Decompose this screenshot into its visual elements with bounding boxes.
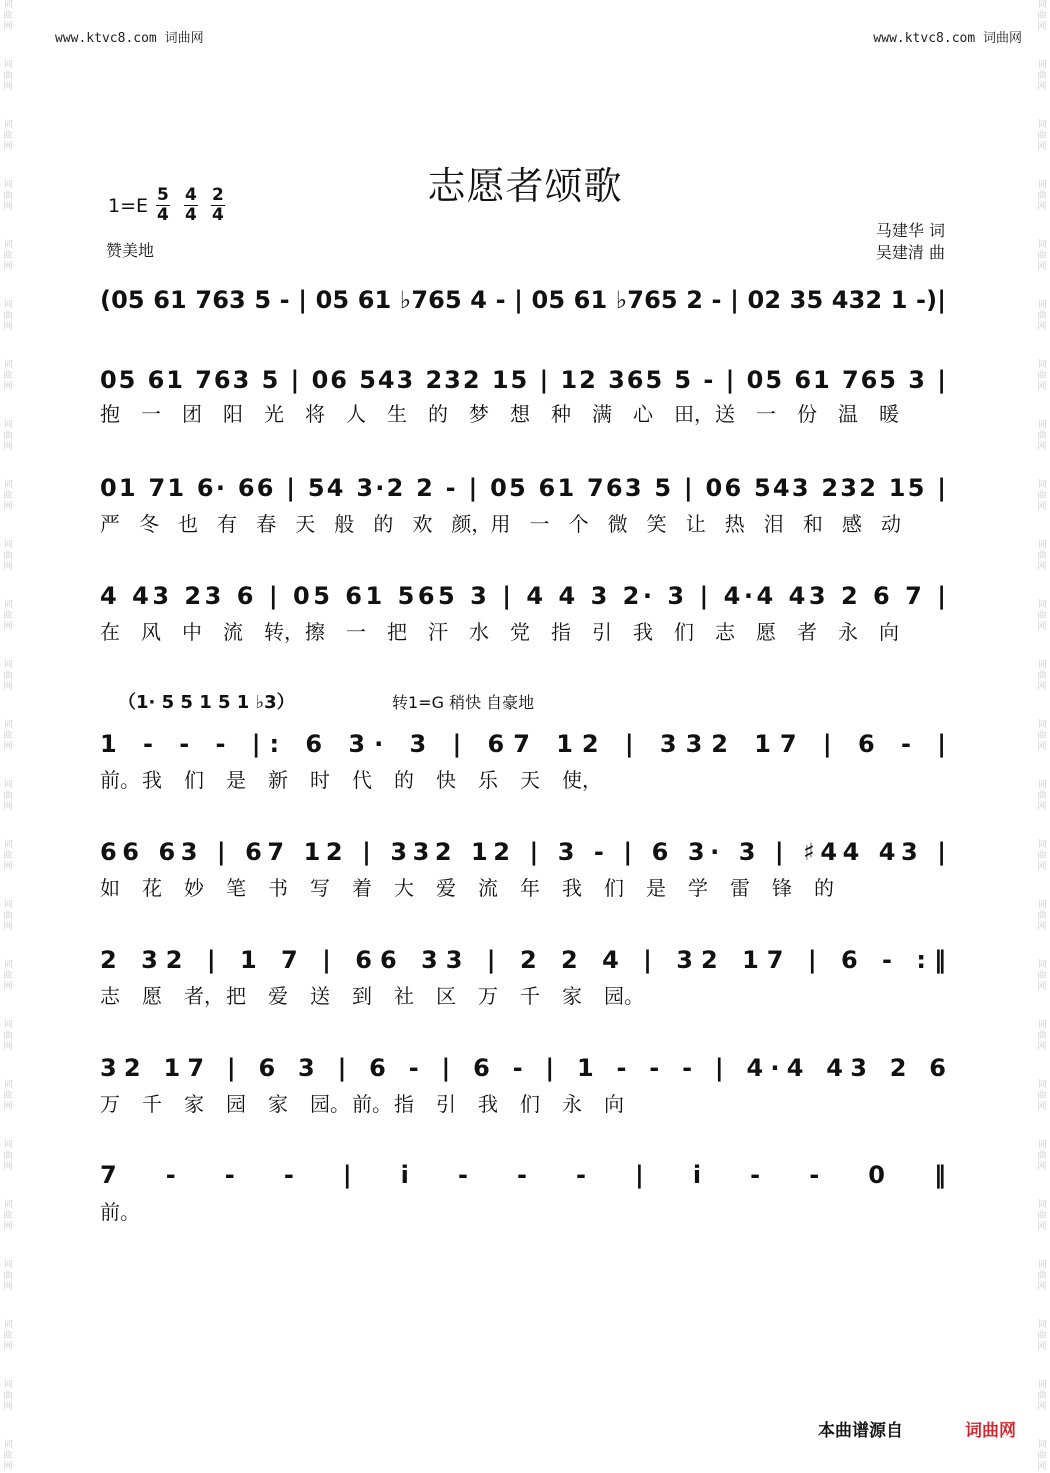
lyric-syllable: 指 bbox=[551, 620, 571, 644]
lyric-syllable: 引 bbox=[592, 620, 612, 644]
lyric-syllable: 心 bbox=[633, 402, 653, 426]
lyric-syllable: 生 bbox=[387, 402, 407, 426]
lyric-syllable: 志 bbox=[100, 984, 120, 1008]
lyric-syllable: 泪 bbox=[763, 512, 784, 536]
lyric-syllable: 梦 bbox=[469, 402, 489, 426]
watermark-text: 词 曲 网 bbox=[3, 480, 13, 512]
lyric-syllable: 乐 bbox=[478, 768, 498, 792]
lyric-syllable: 我 bbox=[633, 620, 653, 644]
header-url-right[interactable]: www.ktvc8.com 词曲网 bbox=[873, 31, 1022, 46]
watermark-text: 词 曲 网 bbox=[3, 660, 13, 692]
lyric-line bbox=[100, 872, 950, 898]
lyric-syllable: 千 bbox=[520, 984, 540, 1008]
page-title: 志愿者颂歌 bbox=[427, 164, 623, 209]
watermark-text: 词 曲 网 bbox=[1037, 1080, 1047, 1112]
music-line bbox=[100, 282, 950, 326]
lyric-line bbox=[100, 616, 950, 642]
time-signature-2: 4 4 bbox=[185, 185, 197, 225]
lyric-syllable: 者 bbox=[797, 620, 817, 644]
lyric-syllable: 份 bbox=[797, 402, 817, 426]
watermark-text: 词 曲 网 bbox=[1037, 780, 1047, 812]
lyric-syllable: 满 bbox=[592, 402, 612, 426]
time-signature-3: 2 4 bbox=[212, 185, 224, 225]
numbered-notation: 32 17 | 6 3 | 6 - | 6 - | 1 - - - | 4·4 43 2 6 bbox=[100, 1054, 946, 1082]
lyric-syllable: 把 bbox=[387, 620, 407, 644]
watermark-text: 词 曲 网 bbox=[3, 600, 13, 632]
lyric-syllable: 动 bbox=[880, 512, 901, 536]
lyric-syllable: 千 bbox=[142, 1092, 162, 1116]
lyric-line bbox=[100, 980, 950, 1006]
lyric-syllable: 年 bbox=[520, 876, 540, 900]
lyric-syllable: 人 bbox=[346, 402, 366, 426]
watermark-text: 词 曲 网 bbox=[3, 420, 13, 452]
watermark-text: 词 曲 网 bbox=[1037, 1380, 1047, 1412]
lyric-syllable: 在 bbox=[100, 620, 120, 644]
lyric-syllable: 和 bbox=[802, 512, 823, 536]
lyric-syllable: 个 bbox=[568, 512, 589, 536]
lyric-syllable: 妙 bbox=[184, 876, 204, 900]
lyric-syllable: 阳 bbox=[223, 402, 243, 426]
tempo-marking: 赞美地 bbox=[106, 241, 155, 260]
lyric-syllable: 般 bbox=[334, 512, 355, 536]
lyric-syllable: 把 bbox=[226, 984, 246, 1008]
lyric-syllable: 水 bbox=[469, 620, 489, 644]
lyric-syllable: 爱 bbox=[436, 876, 456, 900]
lyric-syllable: 的 bbox=[373, 512, 394, 536]
music-line bbox=[100, 1157, 950, 1201]
watermark-text: 词 曲 网 bbox=[1037, 1200, 1047, 1232]
composer-credit: 吴建清 曲 bbox=[875, 243, 945, 262]
watermark-text: 词 曲 网 bbox=[1037, 1140, 1047, 1172]
lyric-syllable: 到 bbox=[352, 984, 372, 1008]
watermark-text: 词 曲 网 bbox=[1037, 1440, 1047, 1472]
lyric-syllable: 光 bbox=[264, 402, 284, 426]
lyric-syllable: 一 bbox=[346, 620, 366, 644]
lyric-syllable: 锋 bbox=[772, 876, 792, 900]
watermark-text: 词 曲 网 bbox=[1037, 660, 1047, 692]
watermark-text: 词 曲 网 bbox=[3, 120, 13, 152]
lyric-syllable: 一 bbox=[756, 402, 776, 426]
lyric-syllable: 园。 bbox=[604, 984, 644, 1008]
lyric-syllable: 一 bbox=[529, 512, 550, 536]
lyric-syllable: 我 bbox=[142, 768, 162, 792]
lyric-syllable: 们 bbox=[604, 876, 624, 900]
lyric-syllable: 愿 bbox=[756, 620, 776, 644]
lyric-syllable: 们 bbox=[520, 1092, 540, 1116]
lyric-syllable: 我 bbox=[478, 1092, 498, 1116]
lyric-syllable: 天 bbox=[295, 512, 316, 536]
lyric-line bbox=[100, 764, 950, 790]
lyric-syllable: 永 bbox=[562, 1092, 582, 1116]
numbered-notation: 4 43 23 6 | 05 61 565 3 | 4 4 3 2· 3 | 4·4 43 2 6 7 | bbox=[100, 582, 946, 610]
lyric-syllable: 的 bbox=[428, 402, 448, 426]
lyric-syllable: 志 bbox=[715, 620, 735, 644]
interlude-notes: （1· 5 5 1 5 1 ♭3） bbox=[118, 692, 295, 713]
lyric-syllable: 笔 bbox=[226, 876, 246, 900]
watermark-text: 词 曲 网 bbox=[1037, 960, 1047, 992]
numbered-notation: 7 - - - | i - - - | i - - 0 ‖ bbox=[100, 1161, 946, 1189]
lyric-syllable: 的 bbox=[814, 876, 834, 900]
watermark-text: 词 曲 网 bbox=[1037, 1020, 1047, 1052]
lyric-syllable: 引 bbox=[436, 1092, 456, 1116]
lyricist-credit: 马建华 词 bbox=[875, 221, 945, 240]
numbered-notation: 2 32 | 1 7 | 66 33 | 2 2 4 | 32 17 | 6 - :‖ bbox=[100, 946, 946, 974]
lyric-syllable: 用 bbox=[490, 512, 511, 536]
lyric-syllable: 如 bbox=[100, 876, 120, 900]
watermark-text: 词 曲 网 bbox=[1037, 60, 1047, 92]
lyric-syllable: 愿 bbox=[142, 984, 162, 1008]
lyric-syllable: 花 bbox=[142, 876, 162, 900]
watermark-text: 词 曲 网 bbox=[3, 1140, 13, 1172]
numbered-notation: 66 63 | 67 12 | 332 12 | 3 - | 6 3· 3 | ♯44 43 | bbox=[100, 838, 947, 866]
watermark-text: 词 曲 网 bbox=[3, 840, 13, 872]
lyric-syllable: 们 bbox=[674, 620, 694, 644]
watermark-text: 词 曲 网 bbox=[3, 780, 13, 812]
watermark-text: 词 曲 网 bbox=[1037, 540, 1047, 572]
watermark-text: 词 曲 网 bbox=[3, 1080, 13, 1112]
lyric-syllable: 微 bbox=[607, 512, 628, 536]
lyric-syllable: 让 bbox=[685, 512, 706, 536]
lyric-syllable: 学 bbox=[688, 876, 708, 900]
watermark-text: 词 曲 网 bbox=[3, 1380, 13, 1412]
lyric-syllable: 时 bbox=[310, 768, 330, 792]
numbered-notation: (05 61 763 5 - | 05 61 ♭765 4 - | 05 61 ♭765 2 - | 02 35 432 1 -)| bbox=[100, 286, 946, 314]
lyric-syllable: 雷 bbox=[730, 876, 750, 900]
lyric-line bbox=[100, 508, 950, 534]
lyric-syllable: 欢 bbox=[412, 512, 433, 536]
lyric-syllable: 家 bbox=[562, 984, 582, 1008]
lyric-syllable: 前。 bbox=[352, 1092, 392, 1116]
lyric-line bbox=[100, 398, 950, 424]
lyric-syllable: 流 bbox=[223, 620, 243, 644]
watermark-text: 词 曲 网 bbox=[1037, 180, 1047, 212]
lyric-syllable: 新 bbox=[268, 768, 288, 792]
lyric-syllable: 笑 bbox=[646, 512, 667, 536]
lyric-line bbox=[100, 1088, 950, 1114]
lyric-syllable: 书 bbox=[268, 876, 288, 900]
lyric-syllable: 向 bbox=[879, 620, 899, 644]
lyric-syllable: 擦 bbox=[305, 620, 325, 644]
watermark-text: 词 曲 网 bbox=[3, 180, 13, 212]
lyric-syllable: 暖 bbox=[879, 402, 899, 426]
watermark-text: 词 曲 网 bbox=[1037, 120, 1047, 152]
lyric-syllable: 颜， bbox=[451, 512, 492, 536]
lyric-syllable: 天 bbox=[520, 768, 540, 792]
footer-site-link[interactable]: 词曲网 bbox=[965, 1421, 1016, 1441]
lyric-syllable: 园 bbox=[226, 1092, 246, 1116]
watermark-text: 词 曲 网 bbox=[1037, 840, 1047, 872]
watermark-text: 词 曲 网 bbox=[3, 360, 13, 392]
watermark-text: 词 曲 网 bbox=[3, 0, 13, 32]
watermark-text: 词 曲 网 bbox=[1037, 1260, 1047, 1292]
watermark-text: 词 曲 网 bbox=[1037, 360, 1047, 392]
watermark-text: 词 曲 网 bbox=[3, 960, 13, 992]
lyric-syllable: 将 bbox=[305, 402, 325, 426]
lyric-syllable: 家 bbox=[268, 1092, 288, 1116]
lyric-syllable: 想 bbox=[510, 402, 530, 426]
watermark-text: 词 曲 网 bbox=[1037, 420, 1047, 452]
watermark-text: 词 曲 网 bbox=[1037, 300, 1047, 332]
lyric-syllable: 一 bbox=[141, 402, 161, 426]
key-signature: 1=E bbox=[108, 195, 149, 217]
watermark-text: 词 曲 网 bbox=[3, 300, 13, 332]
lyric-syllable: 园。 bbox=[310, 1092, 350, 1116]
lyric-syllable: 的 bbox=[394, 768, 414, 792]
lyric-line bbox=[100, 1196, 950, 1222]
lyric-syllable: 是 bbox=[646, 876, 666, 900]
lyric-syllable: 严 bbox=[100, 512, 120, 536]
lyric-syllable: 家 bbox=[184, 1092, 204, 1116]
watermark-text: 词 曲 网 bbox=[3, 1320, 13, 1352]
lyric-syllable: 热 bbox=[724, 512, 745, 536]
watermark-text: 词 曲 网 bbox=[1037, 480, 1047, 512]
numbered-notation: 01 71 6· 66 | 54 3·2 2 - | 05 61 763 5 | 06 543 232 15 | bbox=[100, 474, 947, 502]
watermark-text: 词 曲 网 bbox=[1037, 900, 1047, 932]
lyric-syllable: 团 bbox=[182, 402, 202, 426]
lyric-syllable: 们 bbox=[184, 768, 204, 792]
lyric-syllable: 者， bbox=[184, 984, 224, 1008]
watermark-text: 词 曲 网 bbox=[1037, 1320, 1047, 1352]
lyric-syllable: 中 bbox=[182, 620, 202, 644]
lyric-syllable: 万 bbox=[100, 1092, 120, 1116]
watermark-text: 词 曲 网 bbox=[1037, 720, 1047, 752]
lyric-syllable: 向 bbox=[604, 1092, 624, 1116]
lyric-syllable: 田， bbox=[674, 402, 714, 426]
watermark-text: 词 曲 网 bbox=[3, 1200, 13, 1232]
modulation-marking: 转1=G 稍快 自豪地 bbox=[392, 693, 535, 712]
lyric-syllable: 永 bbox=[838, 620, 858, 644]
lyric-syllable: 使， bbox=[562, 768, 602, 792]
lyric-syllable: 指 bbox=[394, 1092, 414, 1116]
numbered-notation: 1 - - - |: 6 3· 3 | 67 12 | 332 17 | 6 - | bbox=[100, 730, 947, 758]
watermark-text: 词 曲 网 bbox=[1037, 240, 1047, 272]
watermark-text: 词 曲 网 bbox=[3, 60, 13, 92]
lyric-syllable: 也 bbox=[178, 512, 199, 536]
lyric-syllable: 着 bbox=[352, 876, 372, 900]
lyric-syllable: 前。 bbox=[100, 1200, 140, 1224]
lyric-syllable: 是 bbox=[226, 768, 246, 792]
time-signature-1: 5 4 bbox=[157, 185, 169, 225]
lyric-syllable: 春 bbox=[256, 512, 277, 536]
lyric-syllable: 风 bbox=[141, 620, 161, 644]
lyric-syllable: 万 bbox=[478, 984, 498, 1008]
left-watermark-strip bbox=[0, 0, 16, 1472]
watermark-text: 词 曲 网 bbox=[3, 240, 13, 272]
lyric-syllable: 转， bbox=[264, 620, 304, 644]
watermark-text: 词 曲 网 bbox=[3, 1260, 13, 1292]
right-watermark-strip bbox=[1034, 0, 1050, 1472]
lyric-syllable: 前。 bbox=[100, 768, 140, 792]
lyric-syllable: 汗 bbox=[428, 620, 448, 644]
lyric-syllable: 我 bbox=[562, 876, 582, 900]
watermark-text: 词 曲 网 bbox=[3, 900, 13, 932]
watermark-text: 词 曲 网 bbox=[3, 1020, 13, 1052]
lyric-syllable: 送 bbox=[310, 984, 330, 1008]
lyric-syllable: 党 bbox=[510, 620, 530, 644]
lyric-syllable: 写 bbox=[310, 876, 330, 900]
watermark-text: 词 曲 网 bbox=[1037, 0, 1047, 32]
lyric-syllable: 快 bbox=[436, 768, 456, 792]
lyric-syllable: 爱 bbox=[268, 984, 288, 1008]
numbered-notation: 05 61 763 5 | 06 543 232 15 | 12 365 5 - | 05 61 765 3 | bbox=[100, 366, 946, 394]
footer-source-label: 本曲谱源自 bbox=[818, 1421, 903, 1441]
watermark-text: 词 曲 网 bbox=[3, 1440, 13, 1472]
lyric-syllable: 有 bbox=[217, 512, 238, 536]
lyric-syllable: 冬 bbox=[139, 512, 160, 536]
lyric-syllable: 流 bbox=[478, 876, 498, 900]
lyric-syllable: 温 bbox=[838, 402, 858, 426]
lyric-syllable: 区 bbox=[436, 984, 456, 1008]
header-url-left[interactable]: www.ktvc8.com 词曲网 bbox=[55, 31, 204, 46]
watermark-text: 词 曲 网 bbox=[3, 720, 13, 752]
lyric-syllable: 送 bbox=[715, 402, 735, 426]
lyric-syllable: 大 bbox=[394, 876, 414, 900]
lyric-syllable: 种 bbox=[551, 402, 571, 426]
watermark-text: 词 曲 网 bbox=[3, 540, 13, 572]
lyric-syllable: 代 bbox=[352, 768, 372, 792]
lyric-syllable: 社 bbox=[394, 984, 414, 1008]
lyric-syllable: 抱 bbox=[100, 402, 120, 426]
watermark-text: 词 曲 网 bbox=[1037, 600, 1047, 632]
lyric-syllable: 感 bbox=[841, 512, 862, 536]
